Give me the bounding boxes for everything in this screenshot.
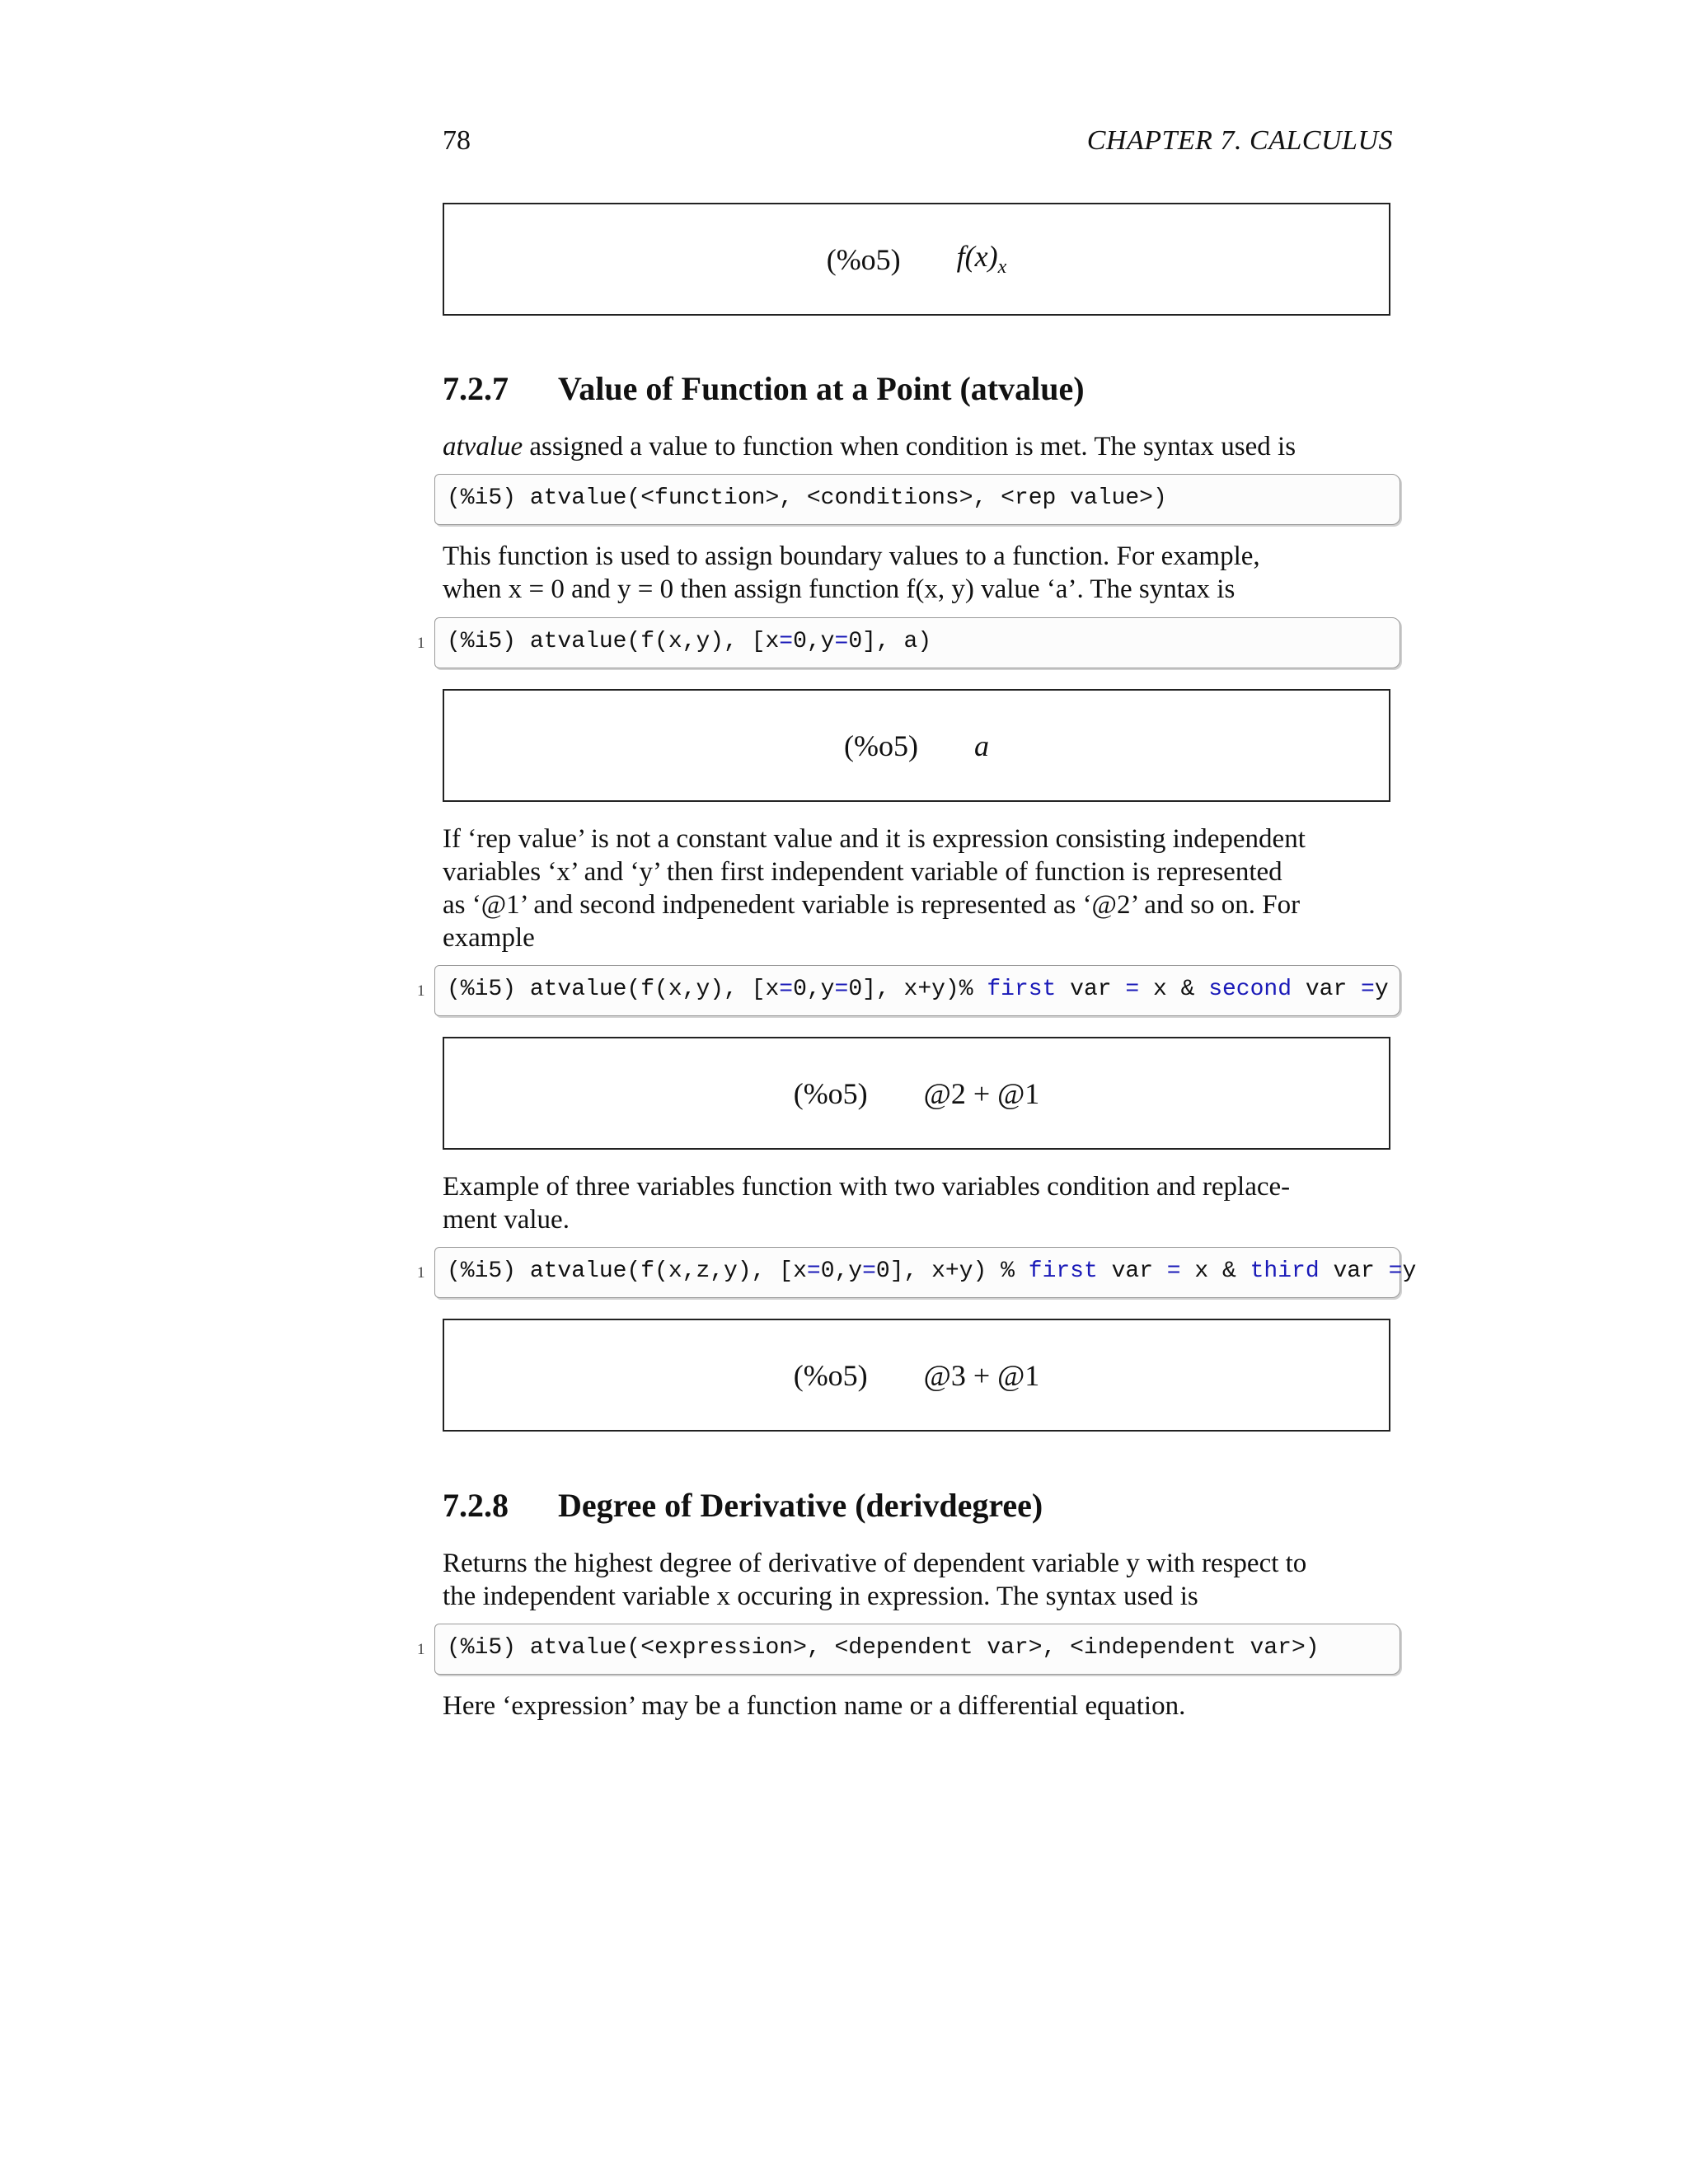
output-label: (%o5) (793, 1358, 868, 1392)
output-box (443, 203, 1390, 316)
output-label: (%o5) (826, 242, 901, 276)
code-block-example-2: (%i5) atvalue(f(x,y), [x=0,y=0], x+y)% first var = x & second var =y (434, 965, 1400, 1016)
code-line-number: 1 (417, 982, 425, 1000)
paragraph-three-vars: Example of three variables function with two variables condition and replace- ment value. (443, 1172, 1291, 1235)
output-value: a (973, 729, 989, 762)
output-label: (%o5) (793, 1076, 868, 1110)
code-block-example-1: (%i5) atvalue(f(x,y), [x=0,y=0], a) (434, 617, 1400, 668)
output-box (443, 689, 1390, 802)
paragraph-rep-value: If ‘rep value’ is not a constant value and it is expression consisting independent variables ‘x’ and ‘y’ then first independent variable of function is represented as ‘@1’ and second indpenedent variable is represented as ‘@2’ and so on. For example (443, 824, 1306, 953)
code-line-number: 1 (417, 635, 425, 652)
code-block-derivdegree-syntax: (%i5) atvalue(<expression>, <dependent var>, <independent var>) (434, 1624, 1400, 1675)
output-value: @3 + @1 (923, 1358, 1040, 1392)
output-box (443, 1319, 1390, 1432)
output-value: $f(x)_x$ (956, 240, 1007, 279)
section-heading (443, 369, 1085, 408)
section-number: 7.2.8 (443, 1487, 509, 1524)
page-number: 78 (443, 125, 471, 156)
section-number: 7.2.7 (443, 370, 509, 407)
code-line-number: 1 (417, 1264, 425, 1282)
paragraph-derivdegree: Returns the highest degree of derivative of dependent variable y with respect to the independent variable x occuring in expression. The syntax used is (443, 1549, 1307, 1611)
paragraph-expression-note: Here ‘expression’ may be a function name or a differential equation. (443, 1691, 1186, 1721)
output-box (443, 1037, 1390, 1150)
code-block-syntax: (%i5) atvalue(<function>, <conditions>, <rep value>) (434, 474, 1400, 525)
paragraph-boundary: This function is used to assign boundary values to a function. For example, when x = 0 and y = 0 then assign function f(x, y) value ‘a’. The syntax is (443, 541, 1260, 604)
output-value: @2 + @1 (923, 1076, 1040, 1110)
section-title: Degree of Derivative (derivdegree) (558, 1487, 1043, 1524)
paragraph-intro: atvalue assigned a value to function when condition is met. The syntax used is (443, 432, 1296, 462)
section-title: Value of Function at a Point (atvalue) (558, 370, 1085, 407)
output-label: (%o5) (844, 729, 918, 762)
chapter-heading: CHAPTER 7. CALCULUS (1086, 125, 1393, 156)
code-block-example-3: (%i5) atvalue(f(x,z,y), [x=0,y=0], x+y) % first var = x & third var =y (434, 1247, 1400, 1298)
code-line-number: 1 (417, 1641, 425, 1658)
section-heading (443, 1486, 1043, 1525)
